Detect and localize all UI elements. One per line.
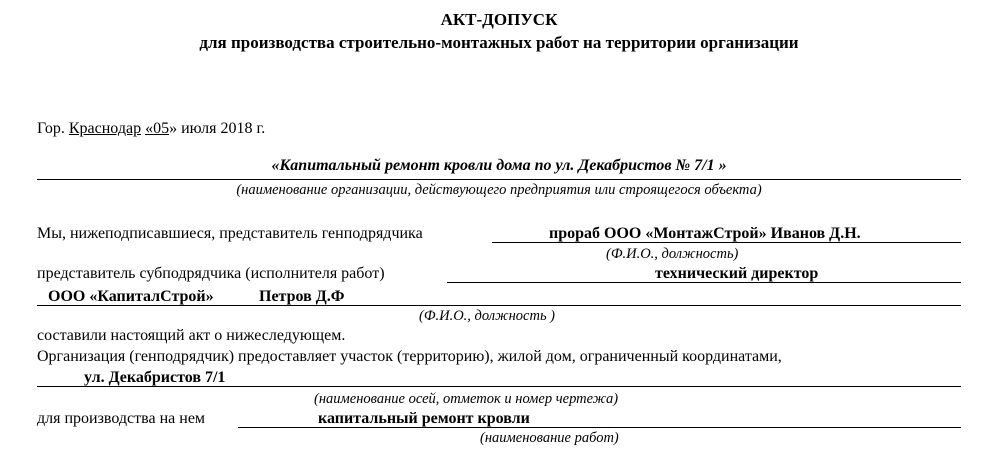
object-value: «Капитальный ремонт кровли дома по ул. Декабристов № 7/1 » [271, 157, 727, 174]
city-prefix: Гор. [37, 120, 65, 137]
body-text-line-2: Организация (генподрядчик) предоставляет участок (территорию), жилой дом, ограниченный координатами, [37, 348, 782, 365]
general-contractor-value: прораб ООО «МонтажСтрой» Иванов Д.Н. [549, 225, 861, 242]
coordinates-value: ул. Декабристов 7/1 [84, 369, 226, 386]
date-rest: » июля 2018 г. [169, 120, 266, 137]
body-text-line-1: составили настоящий акт о нижеследующем. [37, 327, 346, 344]
city-date-line [37, 120, 265, 138]
document-title: АКТ-ДОПУСК [440, 10, 558, 29]
subcontractor-person: Петров Д.Ф [259, 288, 345, 305]
works-value: капитальный ремонт кровли [318, 410, 530, 427]
coordinates-caption: (наименование осей, отметок и номер чертежа) [314, 391, 619, 407]
city-name: Краснодар [68, 120, 142, 137]
date-day: 05 [153, 120, 170, 137]
object-caption: (наименование организации, действующего предприятия или строящегося объекта) [236, 182, 762, 198]
object-underline [37, 179, 961, 180]
general-contractor-label: Мы, нижеподписавшиеся, представитель генподрядчика [37, 225, 423, 242]
date-open-quote: « [145, 120, 154, 137]
subcontractor-label: представитель субподрядчика (исполнителя работ) [37, 265, 385, 282]
works-caption: (наименование работ) [480, 430, 619, 446]
coordinates-underline [37, 386, 961, 387]
subcontractor-position: технический директор [655, 265, 819, 282]
subcontractor-caption: (Ф.И.О., должность ) [419, 308, 555, 324]
document-subtitle: для производства строительно-монтажных работ на территории организации [199, 33, 799, 52]
subcontractor-company: ООО «КапиталСтрой» [48, 288, 214, 305]
general-contractor-caption: (Ф.И.О., должность) [606, 246, 739, 262]
works-label: для производства на нем [37, 410, 206, 427]
